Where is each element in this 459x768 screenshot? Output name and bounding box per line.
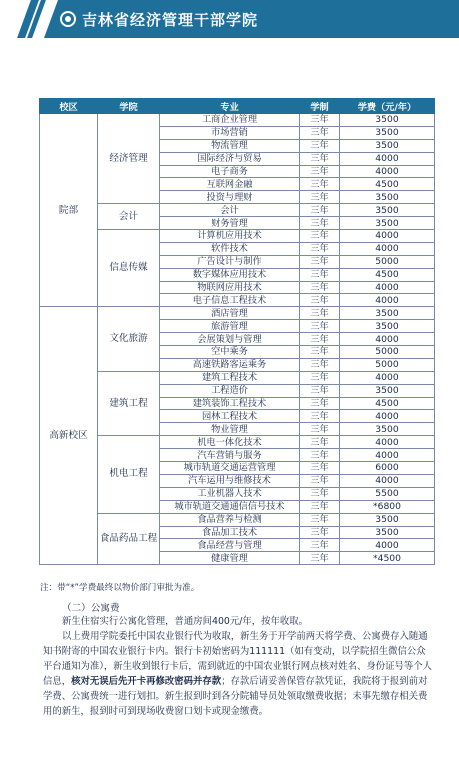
duration-cell: 三年 — [300, 371, 340, 384]
tuition-cell: 4000 — [340, 436, 435, 449]
table-row — [40, 114, 435, 127]
tuition-cell: 4500 — [340, 178, 435, 191]
college-cell: 会计 — [98, 204, 160, 230]
major-cell: 电子信息工程技术 — [160, 294, 300, 307]
table-body — [40, 114, 435, 565]
duration-cell: 三年 — [300, 281, 340, 294]
major-cell: 汽车营销与服务 — [160, 449, 300, 462]
school-logo-icon — [60, 11, 76, 27]
major-cell: 食品经营与管理 — [160, 539, 300, 552]
tuition-cell: 5000 — [340, 346, 435, 359]
tuition-table — [39, 98, 435, 565]
major-cell: 城市轨道交通运营管理 — [160, 462, 300, 475]
header-banner — [0, 0, 459, 38]
tuition-cell: 6000 — [340, 462, 435, 475]
header-college: 学院 — [98, 99, 160, 114]
tuition-cell: 4000 — [340, 474, 435, 487]
major-cell: 工商企业管理 — [160, 114, 300, 127]
major-cell: 电子商务 — [160, 165, 300, 178]
tuition-cell: 3500 — [340, 217, 435, 230]
major-cell: 建筑装饰工程技术 — [160, 397, 300, 410]
paragraph-payment-info — [43, 629, 435, 719]
duration-cell: 三年 — [300, 230, 340, 243]
tuition-cell: 4000 — [340, 230, 435, 243]
major-cell: 软件技术 — [160, 242, 300, 255]
campus-cell: 院部 — [40, 114, 98, 307]
major-cell: 工业机器人技术 — [160, 487, 300, 500]
table-row — [40, 513, 435, 526]
major-cell: 食品营养与检测 — [160, 513, 300, 526]
duration-cell: 三年 — [300, 191, 340, 204]
paragraph-text: ；存款后请妥善保管存款凭证，我院将于报到前对学费、公寓费统一进行划扣。新生报到时到各分院辅导员处领取缴费收据；未事先缴存相关费用的新生，报到时可到现场收费窗口划卡或现金缴费。 — [43, 676, 428, 717]
table-row — [40, 436, 435, 449]
major-cell: 国际经济与贸易 — [160, 152, 300, 165]
duration-cell: 三年 — [300, 423, 340, 436]
tuition-cell: *4500 — [340, 552, 435, 565]
duration-cell: 三年 — [300, 178, 340, 191]
duration-cell: 三年 — [300, 152, 340, 165]
duration-cell: 三年 — [300, 487, 340, 500]
tuition-cell: 3500 — [340, 526, 435, 539]
major-cell: 旅游管理 — [160, 320, 300, 333]
table-header-row — [40, 99, 435, 114]
paragraph-dorm-fee: 新生住宿实行公寓化管理，普通房间400元/年，按年收取。 — [62, 616, 309, 627]
college-cell: 文化旅游 — [98, 307, 160, 371]
major-cell: 物联网应用技术 — [160, 281, 300, 294]
tuition-cell: 3500 — [340, 384, 435, 397]
college-cell: 食品药品工程 — [98, 513, 160, 565]
college-cell: 建筑工程 — [98, 371, 160, 435]
table-row — [40, 204, 435, 217]
major-cell: 食品加工技术 — [160, 526, 300, 539]
duration-cell: 三年 — [300, 384, 340, 397]
duration-cell: 三年 — [300, 333, 340, 346]
major-cell: 投资与理财 — [160, 191, 300, 204]
tuition-cell: 3500 — [340, 139, 435, 152]
duration-cell: 三年 — [300, 462, 340, 475]
section-title: （二）公寓费 — [62, 603, 120, 614]
tuition-cell: 3500 — [340, 126, 435, 139]
major-cell: 物流管理 — [160, 139, 300, 152]
duration-cell: 三年 — [300, 358, 340, 371]
major-cell: 高速铁路客运乘务 — [160, 358, 300, 371]
table-row — [40, 307, 435, 320]
duration-cell: 三年 — [300, 346, 340, 359]
duration-cell: 三年 — [300, 139, 340, 152]
header-tuition: 学费（元/年） — [340, 99, 435, 114]
major-cell: 会展策划与管理 — [160, 333, 300, 346]
college-cell: 信息传媒 — [98, 230, 160, 307]
tuition-cell: 4000 — [340, 371, 435, 384]
tuition-cell: 4000 — [340, 294, 435, 307]
duration-cell: 三年 — [300, 539, 340, 552]
tuition-cell: 5000 — [340, 255, 435, 268]
duration-cell: 三年 — [300, 114, 340, 127]
major-cell: 市场营销 — [160, 126, 300, 139]
tuition-cell: 4000 — [340, 281, 435, 294]
duration-cell: 三年 — [300, 255, 340, 268]
tuition-cell: 4000 — [340, 410, 435, 423]
tuition-cell: 4000 — [340, 333, 435, 346]
tuition-cell: 3500 — [340, 307, 435, 320]
major-cell: 互联网金融 — [160, 178, 300, 191]
major-cell: 机电一体化技术 — [160, 436, 300, 449]
header-major: 专业 — [160, 99, 300, 114]
tuition-cell: 4000 — [340, 449, 435, 462]
duration-cell: 三年 — [300, 126, 340, 139]
major-cell: 园林工程技术 — [160, 410, 300, 423]
major-cell: 健康管理 — [160, 552, 300, 565]
tuition-cell: 5500 — [340, 487, 435, 500]
duration-cell: 三年 — [300, 165, 340, 178]
duration-cell: 三年 — [300, 513, 340, 526]
college-cell: 机电工程 — [98, 436, 160, 513]
tuition-cell: 4000 — [340, 165, 435, 178]
duration-cell: 三年 — [300, 242, 340, 255]
major-cell: 广告设计与制作 — [160, 255, 300, 268]
major-cell: 酒店管理 — [160, 307, 300, 320]
major-cell: 空中乘务 — [160, 346, 300, 359]
tuition-cell: 4500 — [340, 268, 435, 281]
major-cell: 财务管理 — [160, 217, 300, 230]
duration-cell: 三年 — [300, 500, 340, 513]
paragraph-text: 以上费用学院委托中国农业银行代为收取，新生务于开学前两天将学费、公寓费存入随通知书附寄的中国农业银行卡内。银行卡初始密码为111111（如有变动，以学院招生微信公众平台通知为准），新生收到银行卡后，需到就近的中国农业银行网点核对姓名、身份证号等个人信息， — [43, 631, 433, 687]
tuition-cell: 4500 — [340, 397, 435, 410]
header-duration: 学制 — [300, 99, 340, 114]
tuition-cell: 3500 — [340, 423, 435, 436]
tuition-cell: 4000 — [340, 539, 435, 552]
duration-cell: 三年 — [300, 397, 340, 410]
duration-cell: 三年 — [300, 449, 340, 462]
tuition-cell: 3500 — [340, 191, 435, 204]
duration-cell: 三年 — [300, 307, 340, 320]
table-row — [40, 230, 435, 243]
table-note: 注：带“*”学费最终以物价部门审批为准。 — [40, 583, 200, 593]
tuition-cell: 3500 — [340, 114, 435, 127]
school-name: 吉林省经济管理干部学院 — [82, 11, 259, 29]
major-cell: 工程造价 — [160, 384, 300, 397]
duration-cell: 三年 — [300, 294, 340, 307]
duration-cell: 三年 — [300, 436, 340, 449]
duration-cell: 三年 — [300, 410, 340, 423]
header-campus: 校区 — [40, 99, 98, 114]
duration-cell: 三年 — [300, 552, 340, 565]
tuition-cell: *6800 — [340, 500, 435, 513]
duration-cell: 三年 — [300, 474, 340, 487]
duration-cell: 三年 — [300, 526, 340, 539]
major-cell: 计算机应用技术 — [160, 230, 300, 243]
paragraph-emphasis: 核对无误后先开卡再修改密码并存款 — [71, 676, 222, 687]
college-cell: 经济管理 — [98, 114, 160, 204]
tuition-cell: 3500 — [340, 204, 435, 217]
duration-cell: 三年 — [300, 217, 340, 230]
major-cell: 建筑工程技术 — [160, 371, 300, 384]
duration-cell: 三年 — [300, 268, 340, 281]
major-cell: 汽车运用与维修技术 — [160, 474, 300, 487]
major-cell: 城市轨道交通通信信号技术 — [160, 500, 300, 513]
duration-cell: 三年 — [300, 320, 340, 333]
major-cell: 会计 — [160, 204, 300, 217]
campus-cell: 高新校区 — [40, 307, 98, 565]
duration-cell: 三年 — [300, 204, 340, 217]
tuition-cell: 3500 — [340, 320, 435, 333]
table-row — [40, 371, 435, 384]
tuition-cell: 4000 — [340, 242, 435, 255]
major-cell: 物业管理 — [160, 423, 300, 436]
tuition-cell: 3500 — [340, 513, 435, 526]
major-cell: 数字媒体应用技术 — [160, 268, 300, 281]
tuition-cell: 5000 — [340, 358, 435, 371]
tuition-cell: 4000 — [340, 152, 435, 165]
